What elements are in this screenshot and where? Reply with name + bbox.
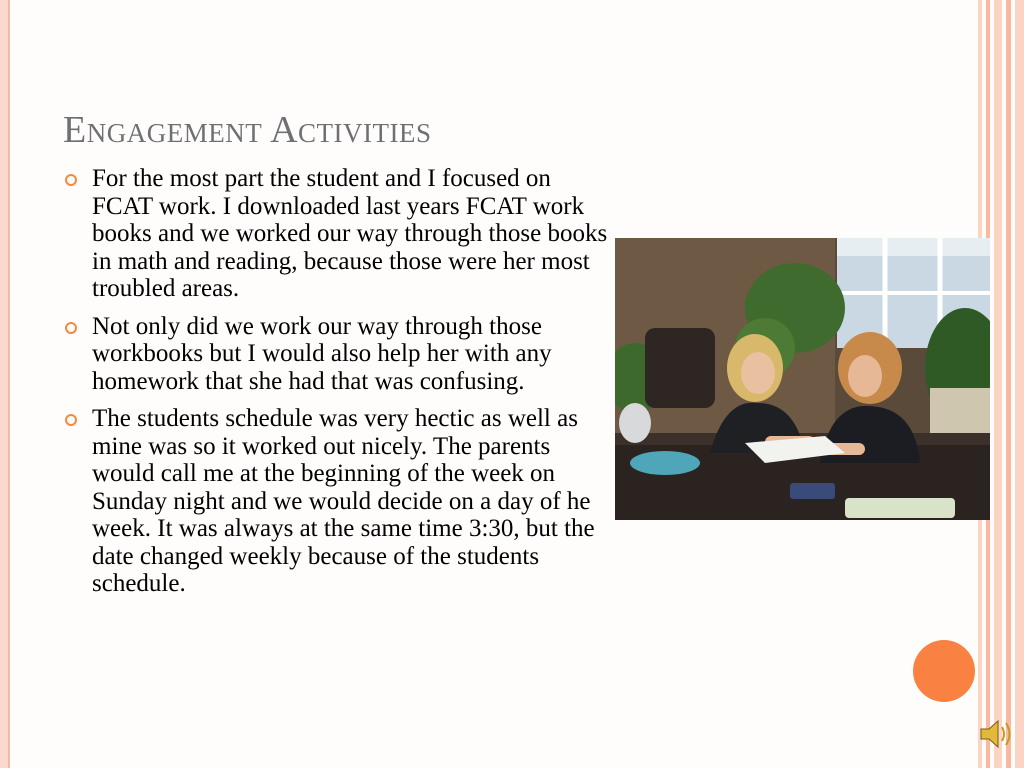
list-item [62,165,617,303]
speaker-icon[interactable] [978,716,1016,752]
bullet-circle-icon [65,174,77,186]
right-stripe [1006,0,1011,768]
bullet-text: For the most part the student and I focused on FCAT work. I downloaded last years FCAT work books and we worked our way through those books in math and reading, because those were her most troubled areas. [92,165,608,302]
left-border-line [8,0,10,768]
bullet-text: The students schedule was very hectic as well as mine was so it worked out nicely. The parents would call me at the beginning of the week on Sunday night and we would decide on a day of he week. It was always at the same time 3:30, but the date changed weekly because of the students schedule. [92,405,595,597]
bullet-circle-icon [65,322,77,334]
speaker-icon-graphic [978,716,1016,752]
bullet-text: Not only did we work our way through those workbooks but I would also help her with any homework that she had that was confusing. [92,312,552,395]
bullet-circle-icon [65,414,77,426]
right-stripe [1015,0,1024,768]
list-item [62,313,617,396]
decorative-orange-circle [913,640,975,702]
list-item [62,405,617,598]
photo-illustration [615,238,990,520]
students-photo [615,238,990,520]
slide-title: Engagement Activities [63,109,432,151]
bullet-list [62,165,617,608]
left-border [0,0,8,768]
right-stripe [994,0,1002,768]
